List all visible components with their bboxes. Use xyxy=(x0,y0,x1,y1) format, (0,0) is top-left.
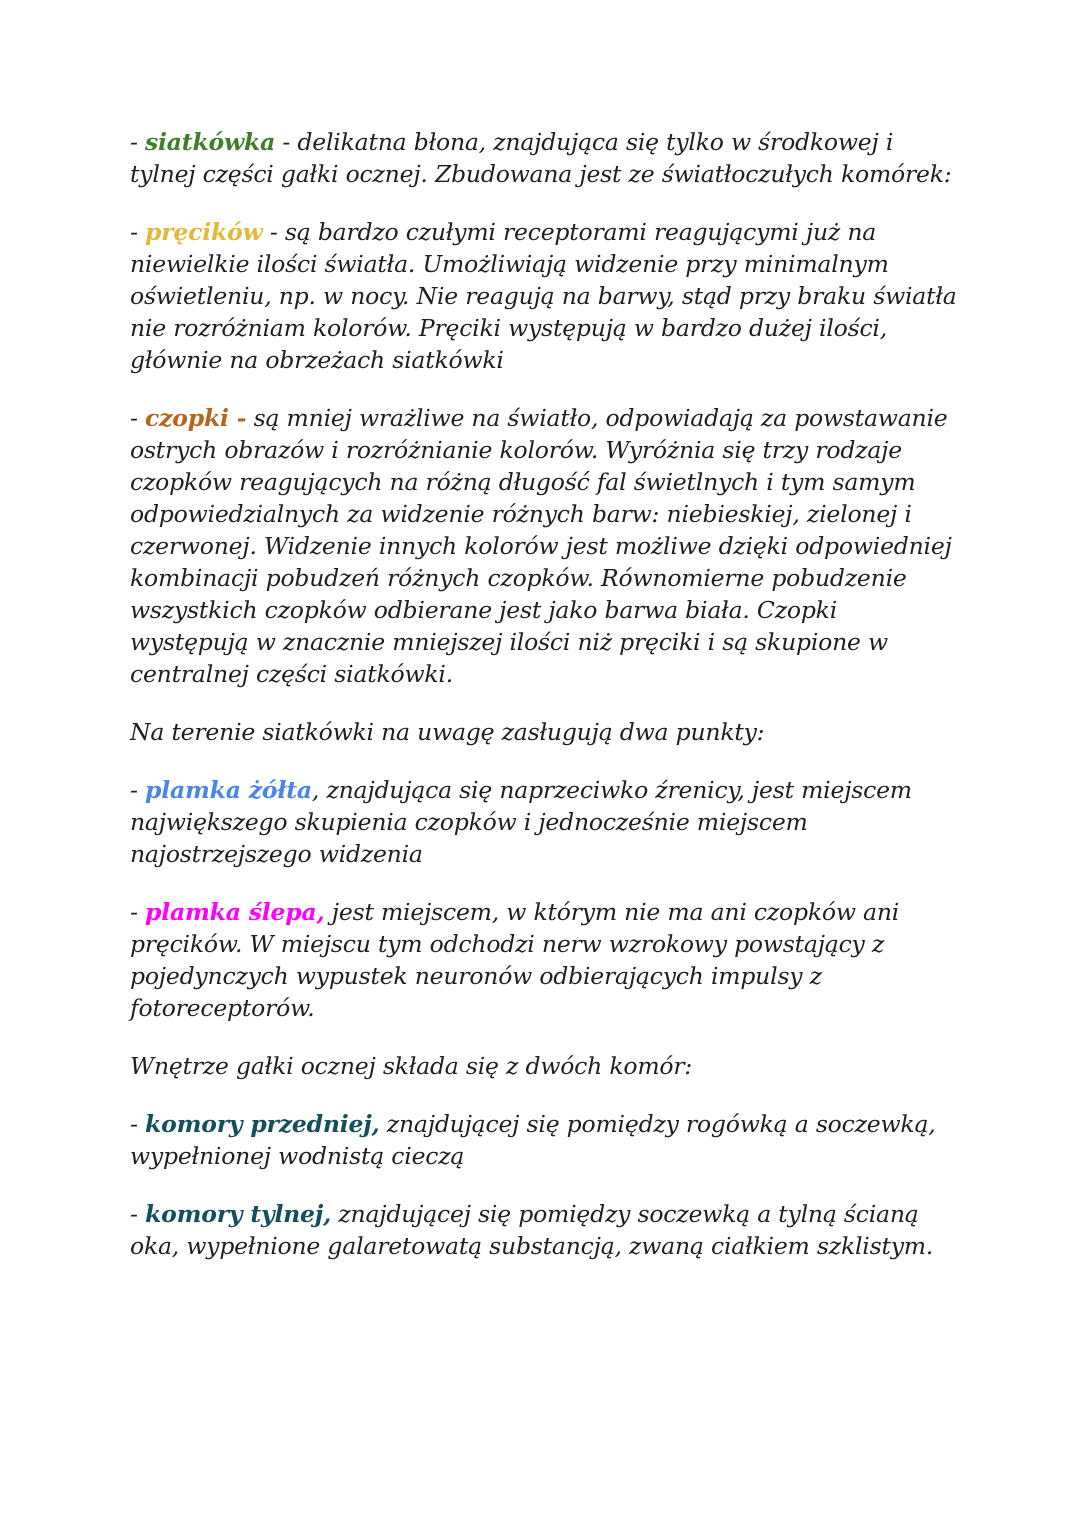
paragraph-text: znajdującej się pomiędzy rogówką a soczewką, wypełnionej wodnistą cieczą xyxy=(130,1110,936,1170)
paragraph-komora-przednia xyxy=(130,1108,960,1172)
paragraph-plamka-slepa xyxy=(130,896,960,1024)
paragraph-text: - są bardzo czułymi receptorami reagującymi już na niewielkie ilości światła. Umożliwiają widzenie przy minimalnym oświetleniu, np. w nocy. Nie reagują na barwy, stąd przy braku światła nie rozróżniam kolorów. Pręciki występują w bardzo dużej ilości, głównie na obrzeżach siatkówki xyxy=(130,218,957,374)
paragraph-text: Na terenie siatkówki na uwagę zasługują dwa punkty: xyxy=(130,718,765,746)
term-komora-tylna: komory tylnej, xyxy=(145,1200,332,1228)
list-dash: - xyxy=(130,898,146,926)
paragraph-text: Wnętrze gałki ocznej składa się z dwóch komór: xyxy=(130,1052,693,1080)
paragraph-czopki xyxy=(130,402,960,690)
term-komora-przednia: komory przedniej, xyxy=(145,1110,380,1138)
list-dash: - xyxy=(130,218,146,246)
list-dash: - xyxy=(130,776,146,804)
paragraph-intro-punkty xyxy=(130,716,960,748)
paragraph-text: znajdującej się pomiędzy soczewką a tylną ścianą oka, wypełnione galaretowatą substancją, zwaną ciałkiem szklistym. xyxy=(130,1200,934,1260)
paragraph-siatkowka xyxy=(130,126,960,190)
paragraph-komora-tylna xyxy=(130,1198,960,1262)
term-czopki-dash: - xyxy=(228,404,247,432)
term-siatkowka: siatkówka xyxy=(145,128,276,156)
term-plamka-zolta: plamka żółta xyxy=(145,776,312,804)
list-dash: - xyxy=(130,128,146,156)
paragraph-text: są mniej wrażliwe na światło, odpowiadają za powstawanie ostrych obrazów i rozróżnianie kolorów. Wyróżnia się trzy rodzaje czopków reagujących na różną długość fal świetlnych i tym samym odpowiedzialnych za widzenie różnych barw: niebieskiej, zielonej i czerwonej. Widzenie innych kolorów jest możliwe dzięki odpowiedniej kombinacji pobudzeń różnych czopków. Równomierne pobudzenie wszystkich czopków odbierane jest jako barwa biała. Czopki występują w znacznie mniejszej ilości niż pręciki i są skupione w centralnej części siatkówki. xyxy=(130,404,952,688)
paragraph-intro-komory xyxy=(130,1050,960,1082)
term-plamka-slepa: plamka ślepa, xyxy=(145,898,325,926)
list-dash: - xyxy=(130,1200,146,1228)
list-dash: - xyxy=(130,1110,146,1138)
paragraph-plamka-zolta xyxy=(130,774,960,870)
term-preciki: pręcików xyxy=(145,218,263,246)
paragraph-preciki xyxy=(130,216,960,376)
paragraph-text: jest miejscem, w którym nie ma ani czopków ani pręcików. W miejscu tym odchodzi nerw wzrokowy powstający z pojedynczych wypustek neuronów odbierających impulsy z fotoreceptorów. xyxy=(130,898,900,1022)
term-czopki: czopki xyxy=(145,404,229,432)
paragraph-text: - delikatna błona, znajdująca się tylko w środkowej i tylnej części gałki ocznej. Zbudowana jest ze światłoczułych komórek: xyxy=(130,128,952,188)
list-dash: - xyxy=(130,404,146,432)
paragraph-text: , znajdująca się naprzeciwko źrenicy, jest miejscem największego skupienia czopków i jednocześnie miejscem najostrzejszego widzenia xyxy=(130,776,912,868)
document-page xyxy=(130,126,960,1288)
